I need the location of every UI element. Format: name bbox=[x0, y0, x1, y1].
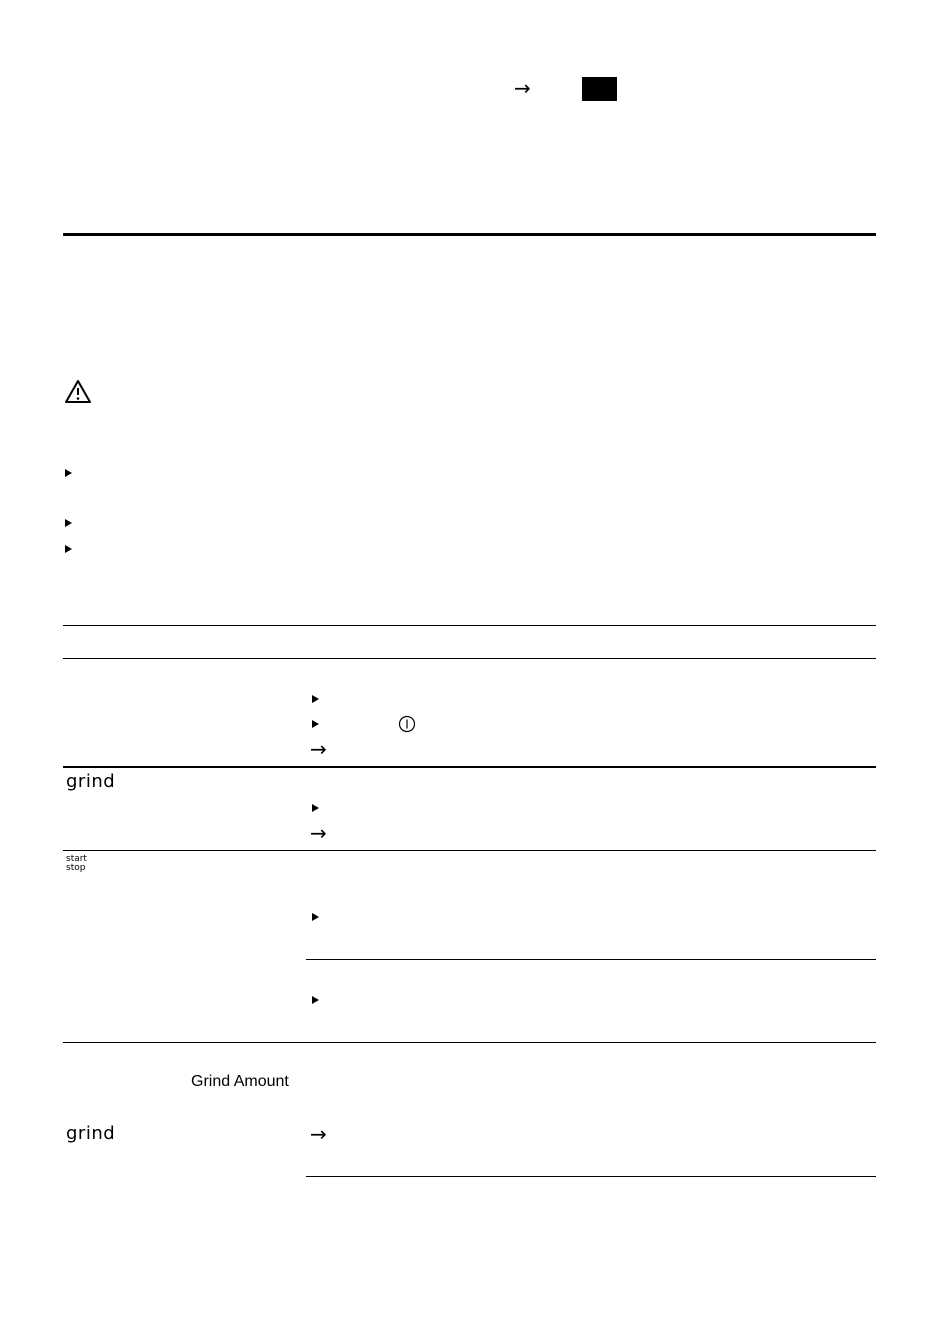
arrow-icon: → bbox=[310, 1122, 327, 1146]
bullet-icon bbox=[312, 996, 319, 1004]
start-label: start bbox=[66, 854, 87, 864]
arrow-icon: → bbox=[310, 821, 327, 845]
row-rule bbox=[63, 1042, 876, 1043]
bullet-icon bbox=[65, 545, 72, 553]
table-top-rule bbox=[63, 625, 876, 626]
grind-label: grind bbox=[66, 1123, 116, 1144]
display-indicator-box bbox=[582, 77, 617, 101]
bullet-icon bbox=[312, 913, 319, 921]
bullet-icon bbox=[312, 695, 319, 703]
row-rule bbox=[306, 1176, 876, 1177]
grind-label: grind bbox=[66, 771, 116, 792]
grind-amount-setting: Grind Amount bbox=[191, 1073, 289, 1090]
stop-label: stop bbox=[66, 863, 86, 873]
table-header-rule bbox=[63, 658, 876, 659]
bullet-icon bbox=[65, 519, 72, 527]
power-button-icon bbox=[398, 715, 416, 733]
section-rule bbox=[63, 233, 876, 236]
row-rule bbox=[63, 766, 876, 768]
row-rule bbox=[63, 850, 876, 851]
bullet-icon bbox=[312, 804, 319, 812]
bullet-icon bbox=[312, 720, 319, 728]
warning-triangle-icon bbox=[64, 378, 92, 406]
arrow-icon: → bbox=[310, 737, 327, 761]
arrow-icon: → bbox=[514, 76, 531, 100]
bullet-icon bbox=[65, 469, 72, 477]
sub-row-rule bbox=[306, 959, 876, 960]
